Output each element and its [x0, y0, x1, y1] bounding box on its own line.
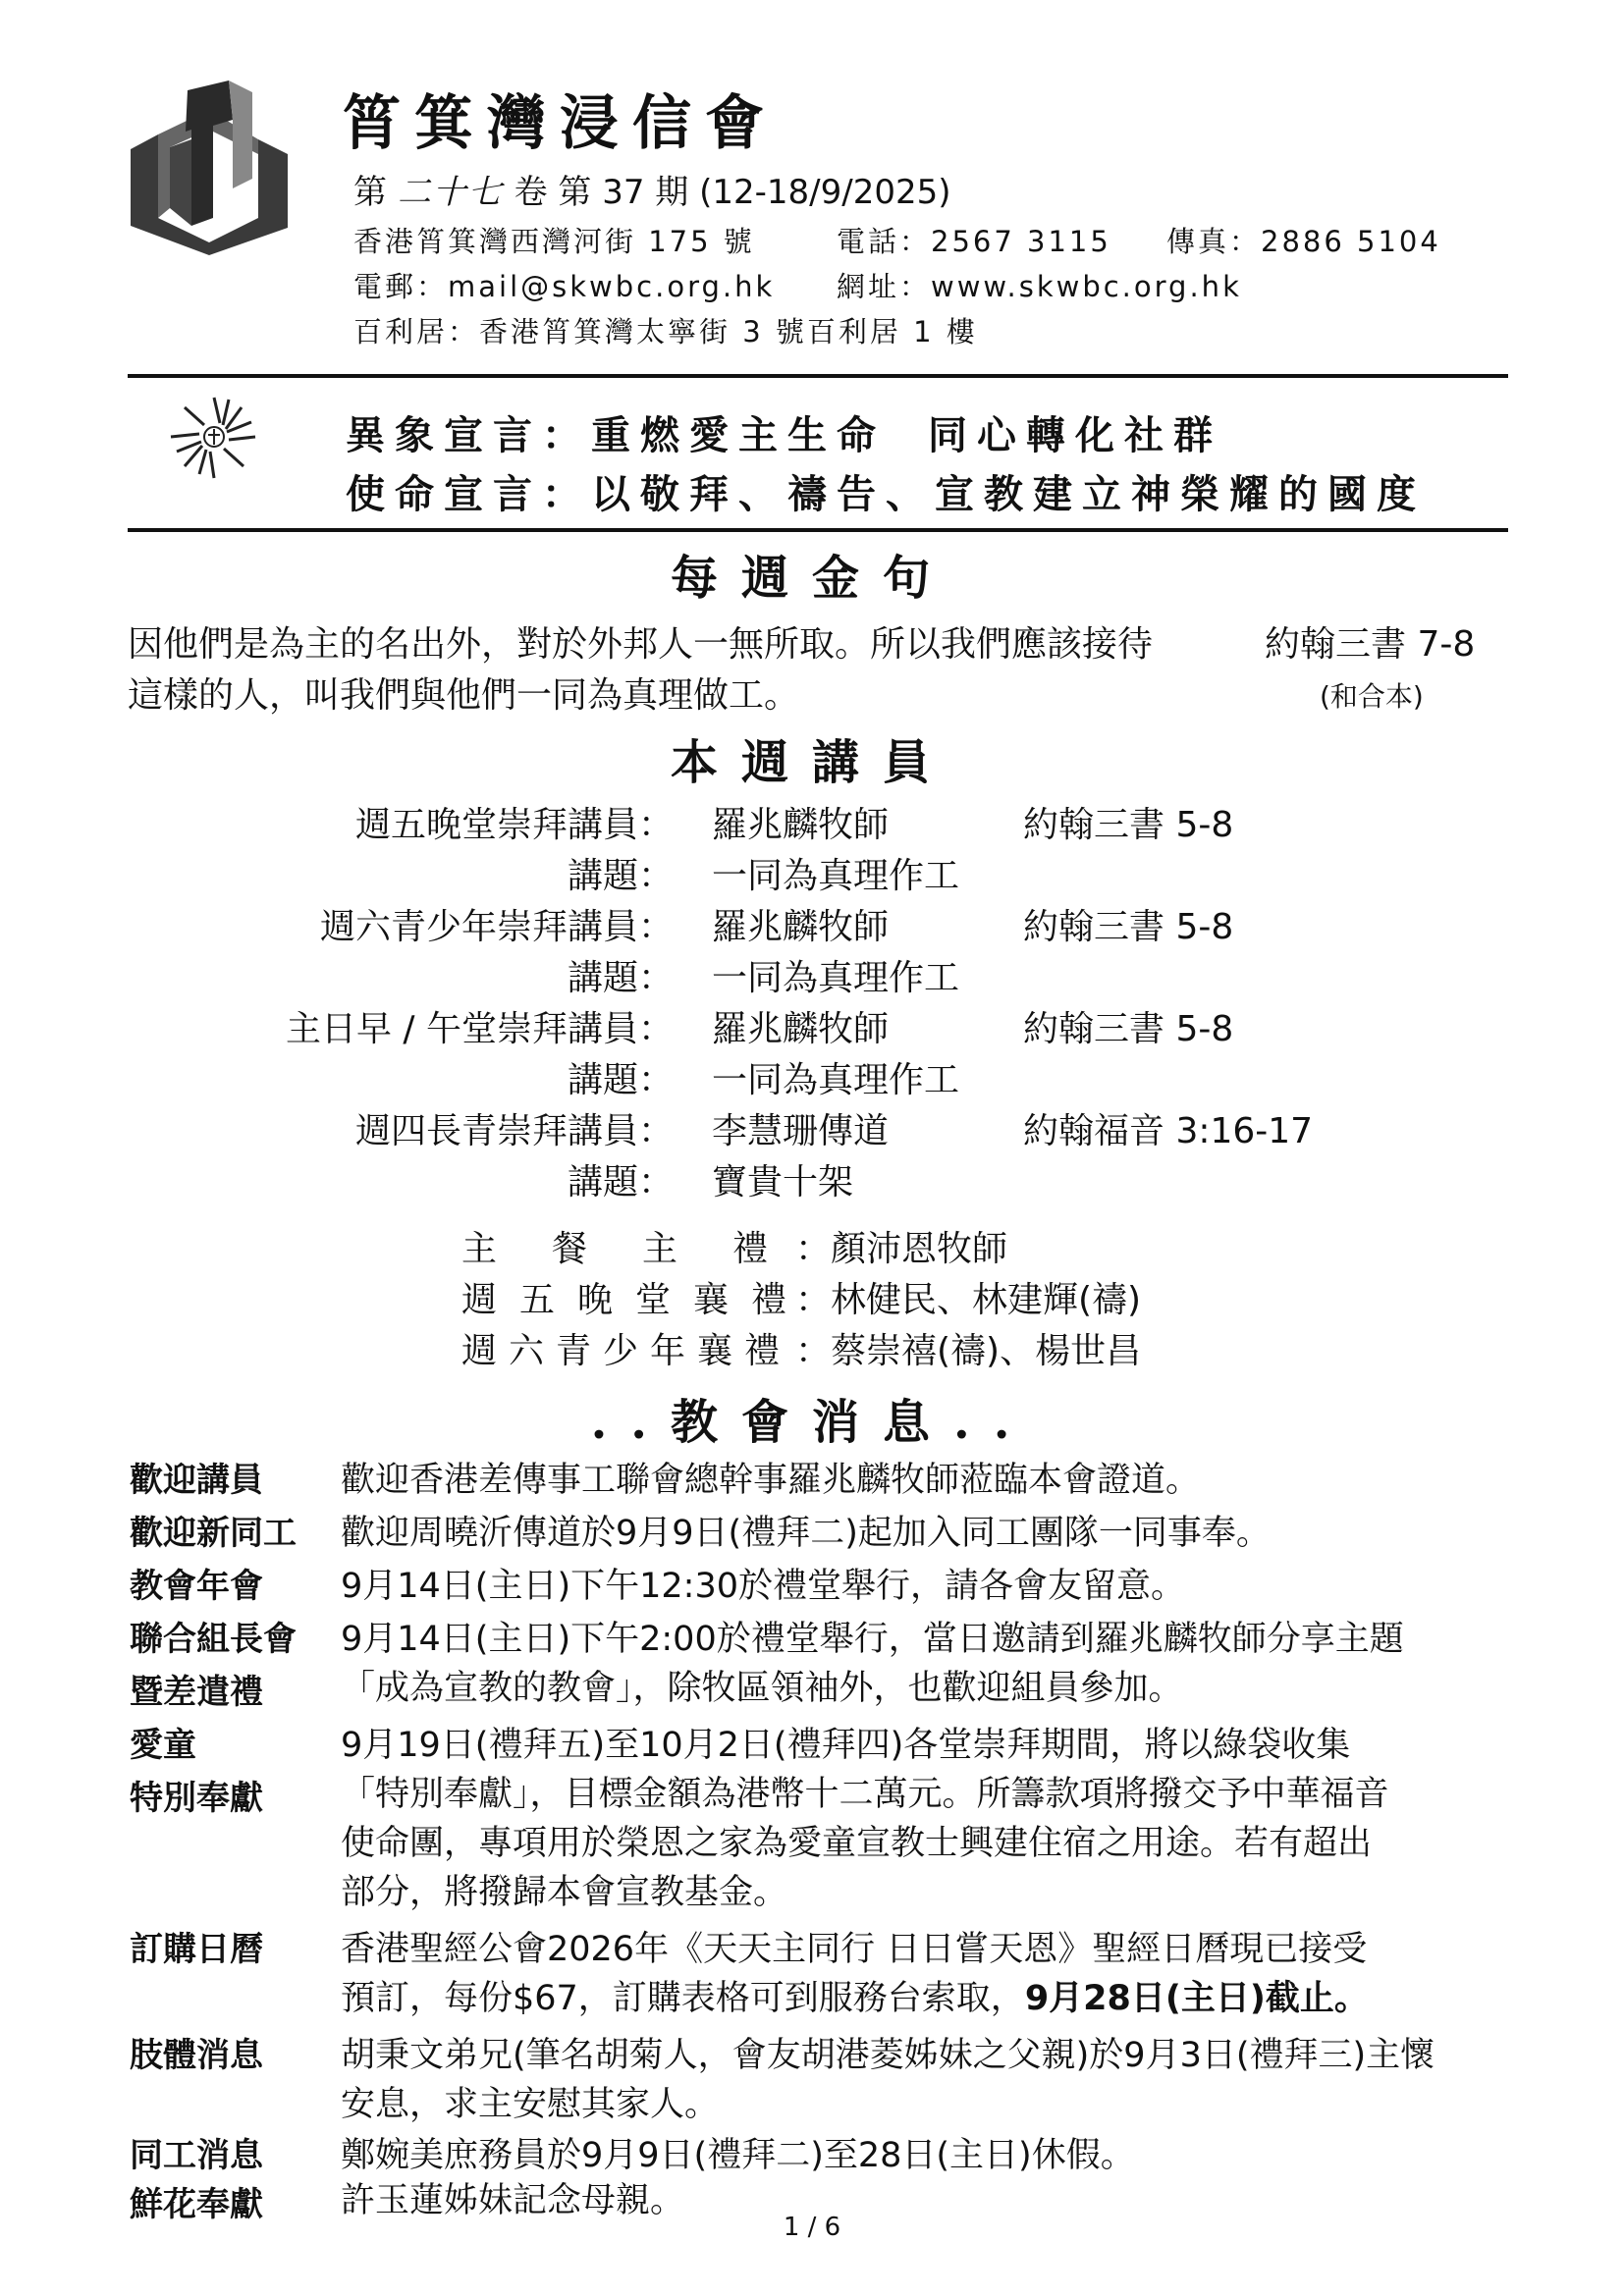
speaker-name: 羅兆麟牧師: [712, 1009, 890, 1049]
news-title: 肢體消息: [130, 2036, 263, 2075]
news-body-line: 歡迎周曉沂傳道於9月9日(禮拜二)起加入同工團隊一同事奉。: [341, 1514, 1271, 1553]
speaker-label: 週五晚堂崇拜講員：: [354, 805, 674, 845]
verse-reference: 約翰三書 7-8: [1265, 624, 1476, 665]
fax-number: 傳真：2886 5104: [1166, 225, 1441, 258]
news-title: 同工消息: [130, 2136, 263, 2175]
speaker-label: 週四長青崇拜講員：: [354, 1111, 674, 1151]
verse-line-1: 因他們是為主的名出外，對於外邦人一無所取。所以我們應該接待: [128, 624, 1154, 665]
news-body-line: 9月19日(禮拜五)至10月2日(禮拜四)各堂崇拜期間，將以綠袋收集: [341, 1726, 1351, 1765]
speaker-name: 李慧珊傳道: [712, 1111, 890, 1151]
divider-top: [128, 374, 1508, 378]
service-value: ：蔡崇禧(禱)、楊世昌: [795, 1331, 1142, 1371]
news-body-line: 使命團，專項用於榮恩之家為愛童宣教士興建住宿之用途。若有超出: [341, 1824, 1373, 1863]
church-name: 筲箕灣浸信會: [342, 89, 778, 158]
speaker-label: 講題：: [567, 958, 674, 998]
branch-address: 百利居：香港筲箕灣太寧街 3 號百利居 1 樓: [353, 315, 978, 348]
vision-statement: 異象宣言：重燃愛主生命: [346, 412, 886, 458]
news-body-line: 「成為宣教的教會」，除牧區領袖外，也歡迎組員參加。: [341, 1669, 1183, 1708]
news-title: 特別奉獻: [130, 1779, 263, 1818]
weekly-verse-heading: 每週金句: [670, 551, 953, 606]
news-heading: ..教會消息..: [590, 1395, 1034, 1450]
news-title: 愛童: [130, 1726, 196, 1765]
service-label: 週六青少年襄禮: [461, 1331, 792, 1371]
speaker-topic: 一同為真理作工: [712, 1060, 960, 1100]
news-title: 訂購日曆: [130, 1930, 263, 1969]
speaker-ref: 約翰三書 5-8: [1023, 805, 1234, 845]
verse-version: (和合本): [1320, 680, 1424, 713]
speaker-ref: 約翰福音 3:16-17: [1023, 1111, 1314, 1151]
speaker-ref: 約翰三書 5-8: [1023, 907, 1234, 947]
news-title: 鮮花奉獻: [130, 2185, 263, 2224]
service-label: 主餐主禮: [461, 1229, 824, 1269]
mission-statement: 使命宣言：以敬拜、禱告、宣教建立神榮耀的國度: [346, 471, 1426, 517]
speaker-label: 主日早 / 午堂崇拜講員：: [285, 1009, 674, 1049]
speaker-topic: 寶貴十架: [712, 1162, 854, 1202]
divider-bottom: [128, 528, 1508, 532]
news-body-line: 香港聖經公會2026年《天天主同行 日日嘗天恩》聖經日曆現已接受: [341, 1930, 1368, 1969]
news-body-line: 許玉蓮姊妹記念母親。: [341, 2181, 685, 2220]
speaker-name: 羅兆麟牧師: [712, 907, 890, 947]
news-body-line: 安息，求主安慰其家人。: [341, 2085, 720, 2124]
service-value: ：顏沛恩牧師: [795, 1229, 1008, 1269]
speaker-topic: 一同為真理作工: [712, 958, 960, 998]
issue-prefix: 第: [353, 173, 387, 212]
news-title: 歡迎講員: [130, 1461, 263, 1500]
news-title: 教會年會: [130, 1567, 263, 1606]
news-body-line: 歡迎香港差傳事工聯會總幹事羅兆麟牧師蒞臨本會證道。: [341, 1461, 1201, 1500]
speaker-ref: 約翰三書 5-8: [1023, 1009, 1234, 1049]
news-body-line: 「特別奉獻」，目標金額為港幣十二萬元。所籌款項將撥交予中華福音: [341, 1775, 1389, 1814]
service-label: 週五晚堂襄禮: [461, 1280, 810, 1320]
news-body-line: [341, 1971, 1369, 2020]
news-body-line: 9月14日(主日)下午2:00於禮堂舉行，當日邀請到羅兆麟牧師分享主題: [341, 1620, 1404, 1659]
speaker-label: 週六青少年崇拜講員：: [319, 907, 674, 947]
news-body-line: 鄭婉美庶務員於9月9日(禮拜二)至28日(主日)休假。: [341, 2136, 1135, 2175]
church-logo-icon: [131, 80, 288, 255]
speaker-label: 講題：: [567, 1060, 674, 1100]
website-link[interactable]: 網址：www.skwbc.org.hk: [837, 270, 1242, 303]
news-body-line: 部分，將撥歸本會宣教基金。: [341, 1873, 788, 1912]
speaker-topic: 一同為真理作工: [712, 856, 960, 896]
news-body-text: 預訂，每份$67，訂購表格可到服務台索取，: [341, 1979, 1025, 2018]
news-body-line: 9月14日(主日)下午12:30於禮堂舉行，請各會友留意。: [341, 1567, 1185, 1606]
church-address: 香港筲箕灣西灣河街 175 號: [353, 225, 755, 258]
page-number: 1 / 6: [783, 2213, 841, 2242]
issue-suffix: 卷 第 37 期 (12-18/9/2025): [514, 173, 951, 212]
email-address[interactable]: 電郵：mail@skwbc.org.hk: [353, 270, 776, 303]
speaker-name: 羅兆麟牧師: [712, 805, 890, 845]
news-body-line: 胡秉文弟兄(筆名胡菊人，會友胡港菱姊妹之父親)於9月3日(禮拜三)主懷: [341, 2036, 1435, 2075]
speakers-heading: 本週講員: [670, 735, 953, 790]
news-title: 暨差遣禮: [130, 1673, 263, 1712]
volume-number: 二十七: [397, 173, 504, 212]
vision-statement-b: 同心轉化社群: [928, 412, 1222, 458]
news-title: 歡迎新同工: [130, 1514, 297, 1553]
speaker-label: 講題：: [567, 856, 674, 896]
verse-line-2: 這樣的人，叫我們與他們一同為真理做工。: [128, 675, 800, 716]
service-value: ：林健民、林建輝(禱): [795, 1280, 1142, 1320]
deadline-text: 9月28日(主日)截止。: [1024, 1979, 1369, 2018]
speaker-label: 講題：: [567, 1162, 674, 1202]
issue-line: [353, 165, 951, 213]
sunburst-cross-icon: [165, 391, 263, 483]
phone-number: 電話：2567 3115: [837, 225, 1111, 258]
news-title: 聯合組長會: [130, 1620, 297, 1659]
